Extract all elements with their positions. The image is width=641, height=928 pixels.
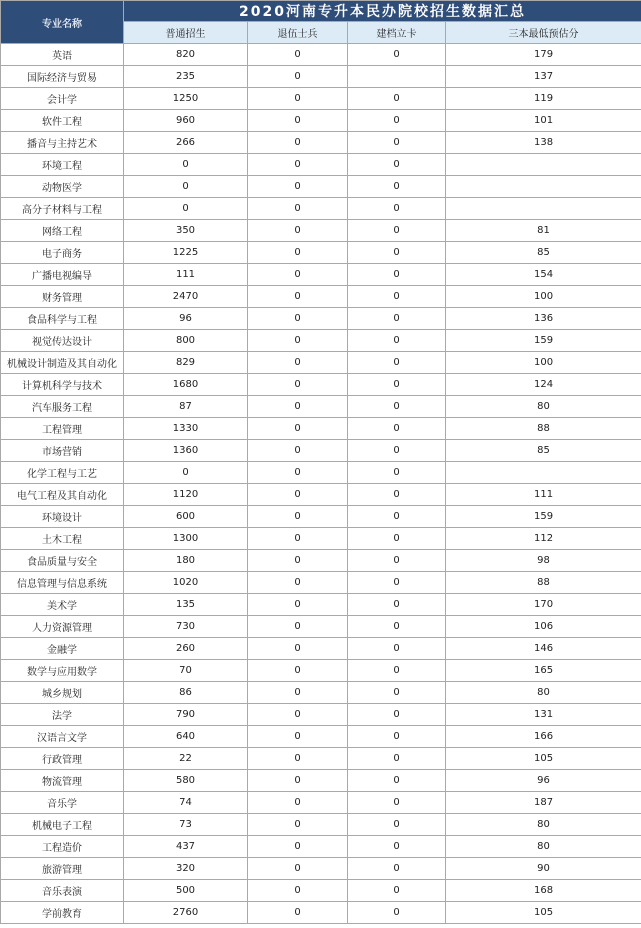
poor-cell: 0 bbox=[348, 836, 446, 858]
major-cell: 广播电视编导 bbox=[1, 264, 124, 286]
regular-cell: 580 bbox=[124, 770, 248, 792]
regular-cell: 0 bbox=[124, 198, 248, 220]
table-body bbox=[1, 44, 641, 924]
table-row bbox=[1, 88, 641, 110]
poor-cell: 0 bbox=[348, 220, 446, 242]
poor-cell: 0 bbox=[348, 396, 446, 418]
major-cell: 环境设计 bbox=[1, 506, 124, 528]
regular-cell: 790 bbox=[124, 704, 248, 726]
major-cell: 播音与主持艺术 bbox=[1, 132, 124, 154]
table-head bbox=[1, 1, 641, 44]
regular-cell: 1020 bbox=[124, 572, 248, 594]
title-row bbox=[1, 1, 641, 22]
major-cell: 机械设计制造及其自动化 bbox=[1, 352, 124, 374]
poor-cell: 0 bbox=[348, 198, 446, 220]
score-cell: 165 bbox=[446, 660, 641, 682]
poor-cell: 0 bbox=[348, 858, 446, 880]
table-row bbox=[1, 308, 641, 330]
table-row bbox=[1, 396, 641, 418]
table-row bbox=[1, 462, 641, 484]
veteran-cell: 0 bbox=[248, 770, 348, 792]
table-row bbox=[1, 572, 641, 594]
veteran-cell: 0 bbox=[248, 44, 348, 66]
major-cell: 工程造价 bbox=[1, 836, 124, 858]
poor-cell: 0 bbox=[348, 814, 446, 836]
poor-cell: 0 bbox=[348, 176, 446, 198]
poor-cell: 0 bbox=[348, 110, 446, 132]
table-row bbox=[1, 836, 641, 858]
table-row bbox=[1, 66, 641, 88]
regular-cell: 1300 bbox=[124, 528, 248, 550]
score-cell: 119 bbox=[446, 88, 641, 110]
poor-cell: 0 bbox=[348, 154, 446, 176]
major-cell: 美术学 bbox=[1, 594, 124, 616]
poor-cell: 0 bbox=[348, 770, 446, 792]
veteran-cell: 0 bbox=[248, 110, 348, 132]
table-row bbox=[1, 704, 641, 726]
poor-cell: 0 bbox=[348, 704, 446, 726]
veteran-cell: 0 bbox=[248, 506, 348, 528]
poor-cell: 0 bbox=[348, 484, 446, 506]
veteran-cell: 0 bbox=[248, 154, 348, 176]
score-cell bbox=[446, 154, 641, 176]
major-cell: 金融学 bbox=[1, 638, 124, 660]
score-cell: 136 bbox=[446, 308, 641, 330]
regular-cell: 350 bbox=[124, 220, 248, 242]
veteran-cell: 0 bbox=[248, 440, 348, 462]
score-cell: 98 bbox=[446, 550, 641, 572]
regular-cell: 1360 bbox=[124, 440, 248, 462]
table-row bbox=[1, 330, 641, 352]
score-cell: 131 bbox=[446, 704, 641, 726]
major-cell: 旅游管理 bbox=[1, 858, 124, 880]
table-row bbox=[1, 132, 641, 154]
regular-cell: 960 bbox=[124, 110, 248, 132]
regular-cell: 96 bbox=[124, 308, 248, 330]
regular-cell: 320 bbox=[124, 858, 248, 880]
table-row bbox=[1, 242, 641, 264]
veteran-cell: 0 bbox=[248, 462, 348, 484]
poor-cell: 0 bbox=[348, 594, 446, 616]
table-row bbox=[1, 792, 641, 814]
major-cell: 英语 bbox=[1, 44, 124, 66]
poor-cell: 0 bbox=[348, 506, 446, 528]
poor-cell: 0 bbox=[348, 264, 446, 286]
major-cell: 国际经济与贸易 bbox=[1, 66, 124, 88]
veteran-cell: 0 bbox=[248, 330, 348, 352]
regular-cell: 70 bbox=[124, 660, 248, 682]
veteran-cell: 0 bbox=[248, 616, 348, 638]
score-cell: 80 bbox=[446, 396, 641, 418]
veteran-cell: 0 bbox=[248, 814, 348, 836]
veteran-cell: 0 bbox=[248, 198, 348, 220]
table-row bbox=[1, 110, 641, 132]
veteran-cell: 0 bbox=[248, 682, 348, 704]
regular-cell: 437 bbox=[124, 836, 248, 858]
score-cell: 80 bbox=[446, 814, 641, 836]
regular-cell: 0 bbox=[124, 154, 248, 176]
major-cell: 电气工程及其自动化 bbox=[1, 484, 124, 506]
table-row bbox=[1, 682, 641, 704]
regular-cell: 820 bbox=[124, 44, 248, 66]
veteran-cell: 0 bbox=[248, 902, 348, 924]
veteran-cell: 0 bbox=[248, 484, 348, 506]
poor-cell: 0 bbox=[348, 374, 446, 396]
score-cell: 88 bbox=[446, 418, 641, 440]
poor-cell: 0 bbox=[348, 462, 446, 484]
veteran-cell: 0 bbox=[248, 88, 348, 110]
poor-cell: 0 bbox=[348, 792, 446, 814]
major-column-header: 专业名称 bbox=[1, 1, 124, 44]
veteran-cell: 0 bbox=[248, 396, 348, 418]
poor-cell: 0 bbox=[348, 616, 446, 638]
table-row bbox=[1, 726, 641, 748]
table-row bbox=[1, 264, 641, 286]
veteran-cell: 0 bbox=[248, 704, 348, 726]
table-row bbox=[1, 902, 641, 924]
table-row bbox=[1, 660, 641, 682]
regular-cell: 1680 bbox=[124, 374, 248, 396]
table-row bbox=[1, 220, 641, 242]
veteran-cell: 0 bbox=[248, 792, 348, 814]
major-cell: 视觉传达设计 bbox=[1, 330, 124, 352]
major-cell: 财务管理 bbox=[1, 286, 124, 308]
score-cell: 138 bbox=[446, 132, 641, 154]
regular-cell: 22 bbox=[124, 748, 248, 770]
regular-cell: 829 bbox=[124, 352, 248, 374]
poor-cell: 0 bbox=[348, 286, 446, 308]
major-cell: 高分子材料与工程 bbox=[1, 198, 124, 220]
major-cell: 食品科学与工程 bbox=[1, 308, 124, 330]
regular-column-header: 普通招生 bbox=[124, 22, 248, 44]
veteran-cell: 0 bbox=[248, 176, 348, 198]
regular-cell: 260 bbox=[124, 638, 248, 660]
table-row bbox=[1, 616, 641, 638]
table-row bbox=[1, 44, 641, 66]
poor-cell: 0 bbox=[348, 660, 446, 682]
veteran-cell: 0 bbox=[248, 550, 348, 572]
score-cell: 88 bbox=[446, 572, 641, 594]
regular-cell: 1225 bbox=[124, 242, 248, 264]
regular-cell: 111 bbox=[124, 264, 248, 286]
poor-cell: 0 bbox=[348, 748, 446, 770]
major-cell: 汉语言文学 bbox=[1, 726, 124, 748]
major-cell: 人力资源管理 bbox=[1, 616, 124, 638]
veteran-cell: 0 bbox=[248, 286, 348, 308]
table-row bbox=[1, 286, 641, 308]
score-cell bbox=[446, 198, 641, 220]
veteran-cell: 0 bbox=[248, 572, 348, 594]
score-cell: 179 bbox=[446, 44, 641, 66]
major-cell: 机械电子工程 bbox=[1, 814, 124, 836]
veteran-cell: 0 bbox=[248, 594, 348, 616]
score-cell: 111 bbox=[446, 484, 641, 506]
poor-cell: 0 bbox=[348, 132, 446, 154]
score-column-header: 三本最低预估分 bbox=[446, 22, 641, 44]
score-cell: 187 bbox=[446, 792, 641, 814]
major-cell: 音乐学 bbox=[1, 792, 124, 814]
regular-cell: 74 bbox=[124, 792, 248, 814]
veteran-cell: 0 bbox=[248, 836, 348, 858]
score-cell bbox=[446, 176, 641, 198]
score-cell: 85 bbox=[446, 242, 641, 264]
score-cell: 166 bbox=[446, 726, 641, 748]
score-cell: 137 bbox=[446, 66, 641, 88]
score-cell bbox=[446, 462, 641, 484]
score-cell: 168 bbox=[446, 880, 641, 902]
poor-cell: 0 bbox=[348, 880, 446, 902]
regular-cell: 1120 bbox=[124, 484, 248, 506]
table-row bbox=[1, 440, 641, 462]
table-row bbox=[1, 858, 641, 880]
regular-cell: 0 bbox=[124, 462, 248, 484]
score-cell: 146 bbox=[446, 638, 641, 660]
regular-cell: 266 bbox=[124, 132, 248, 154]
veteran-cell: 0 bbox=[248, 880, 348, 902]
poor-cell: 0 bbox=[348, 682, 446, 704]
major-cell: 市场营销 bbox=[1, 440, 124, 462]
score-cell: 159 bbox=[446, 506, 641, 528]
major-cell: 法学 bbox=[1, 704, 124, 726]
poor-cell: 0 bbox=[348, 308, 446, 330]
major-cell: 信息管理与信息系统 bbox=[1, 572, 124, 594]
major-cell: 汽车服务工程 bbox=[1, 396, 124, 418]
score-cell: 96 bbox=[446, 770, 641, 792]
regular-cell: 73 bbox=[124, 814, 248, 836]
table-row bbox=[1, 154, 641, 176]
table-row bbox=[1, 506, 641, 528]
veteran-cell: 0 bbox=[248, 374, 348, 396]
regular-cell: 86 bbox=[124, 682, 248, 704]
poor-cell: 0 bbox=[348, 330, 446, 352]
major-cell: 环境工程 bbox=[1, 154, 124, 176]
table-row bbox=[1, 748, 641, 770]
table-row bbox=[1, 550, 641, 572]
major-cell: 会计学 bbox=[1, 88, 124, 110]
poor-cell: 0 bbox=[348, 572, 446, 594]
major-cell: 物流管理 bbox=[1, 770, 124, 792]
poor-cell: 0 bbox=[348, 902, 446, 924]
score-cell: 80 bbox=[446, 682, 641, 704]
veteran-cell: 0 bbox=[248, 660, 348, 682]
major-cell: 城乡规划 bbox=[1, 682, 124, 704]
score-cell: 100 bbox=[446, 286, 641, 308]
veteran-cell: 0 bbox=[248, 66, 348, 88]
regular-cell: 500 bbox=[124, 880, 248, 902]
score-cell: 112 bbox=[446, 528, 641, 550]
major-cell: 化学工程与工艺 bbox=[1, 462, 124, 484]
major-cell: 数学与应用数学 bbox=[1, 660, 124, 682]
veteran-cell: 0 bbox=[248, 242, 348, 264]
veteran-cell: 0 bbox=[248, 264, 348, 286]
veteran-cell: 0 bbox=[248, 528, 348, 550]
poor-cell: 0 bbox=[348, 44, 446, 66]
table-row bbox=[1, 528, 641, 550]
poor-cell: 0 bbox=[348, 88, 446, 110]
veteran-cell: 0 bbox=[248, 726, 348, 748]
table-row bbox=[1, 770, 641, 792]
veteran-cell: 0 bbox=[248, 638, 348, 660]
score-cell: 101 bbox=[446, 110, 641, 132]
poor-cell: 0 bbox=[348, 550, 446, 572]
score-cell: 81 bbox=[446, 220, 641, 242]
major-cell: 软件工程 bbox=[1, 110, 124, 132]
poor-cell: 0 bbox=[348, 638, 446, 660]
regular-cell: 135 bbox=[124, 594, 248, 616]
poor-cell: 0 bbox=[348, 528, 446, 550]
table-row bbox=[1, 484, 641, 506]
score-cell: 80 bbox=[446, 836, 641, 858]
veteran-column-header: 退伍士兵 bbox=[248, 22, 348, 44]
veteran-cell: 0 bbox=[248, 308, 348, 330]
veteran-cell: 0 bbox=[248, 132, 348, 154]
regular-cell: 87 bbox=[124, 396, 248, 418]
table-row bbox=[1, 594, 641, 616]
table-row bbox=[1, 880, 641, 902]
score-cell: 105 bbox=[446, 902, 641, 924]
major-cell: 动物医学 bbox=[1, 176, 124, 198]
table-row bbox=[1, 638, 641, 660]
regular-cell: 0 bbox=[124, 176, 248, 198]
score-cell: 159 bbox=[446, 330, 641, 352]
table-row bbox=[1, 198, 641, 220]
veteran-cell: 0 bbox=[248, 418, 348, 440]
table-row bbox=[1, 352, 641, 374]
regular-cell: 800 bbox=[124, 330, 248, 352]
table-row bbox=[1, 176, 641, 198]
poor-cell: 0 bbox=[348, 726, 446, 748]
major-cell: 工程管理 bbox=[1, 418, 124, 440]
score-cell: 154 bbox=[446, 264, 641, 286]
regular-cell: 180 bbox=[124, 550, 248, 572]
poor-column-header: 建档立卡 bbox=[348, 22, 446, 44]
regular-cell: 640 bbox=[124, 726, 248, 748]
score-cell: 106 bbox=[446, 616, 641, 638]
veteran-cell: 0 bbox=[248, 220, 348, 242]
table-row bbox=[1, 374, 641, 396]
regular-cell: 2760 bbox=[124, 902, 248, 924]
table-row bbox=[1, 418, 641, 440]
score-cell: 85 bbox=[446, 440, 641, 462]
regular-cell: 600 bbox=[124, 506, 248, 528]
veteran-cell: 0 bbox=[248, 858, 348, 880]
table-title: 2020河南专升本民办院校招生数据汇总 bbox=[124, 1, 641, 22]
major-cell: 行政管理 bbox=[1, 748, 124, 770]
poor-cell: 0 bbox=[348, 352, 446, 374]
major-cell: 电子商务 bbox=[1, 242, 124, 264]
score-cell: 105 bbox=[446, 748, 641, 770]
major-cell: 食品质量与安全 bbox=[1, 550, 124, 572]
score-cell: 90 bbox=[446, 858, 641, 880]
poor-cell bbox=[348, 66, 446, 88]
major-cell: 土木工程 bbox=[1, 528, 124, 550]
table-row bbox=[1, 814, 641, 836]
regular-cell: 235 bbox=[124, 66, 248, 88]
poor-cell: 0 bbox=[348, 242, 446, 264]
poor-cell: 0 bbox=[348, 418, 446, 440]
major-cell: 网络工程 bbox=[1, 220, 124, 242]
poor-cell: 0 bbox=[348, 440, 446, 462]
regular-cell: 730 bbox=[124, 616, 248, 638]
veteran-cell: 0 bbox=[248, 352, 348, 374]
regular-cell: 2470 bbox=[124, 286, 248, 308]
major-cell: 计算机科学与技术 bbox=[1, 374, 124, 396]
regular-cell: 1250 bbox=[124, 88, 248, 110]
score-cell: 124 bbox=[446, 374, 641, 396]
major-cell: 音乐表演 bbox=[1, 880, 124, 902]
major-cell: 学前教育 bbox=[1, 902, 124, 924]
score-cell: 100 bbox=[446, 352, 641, 374]
regular-cell: 1330 bbox=[124, 418, 248, 440]
score-cell: 170 bbox=[446, 594, 641, 616]
veteran-cell: 0 bbox=[248, 748, 348, 770]
